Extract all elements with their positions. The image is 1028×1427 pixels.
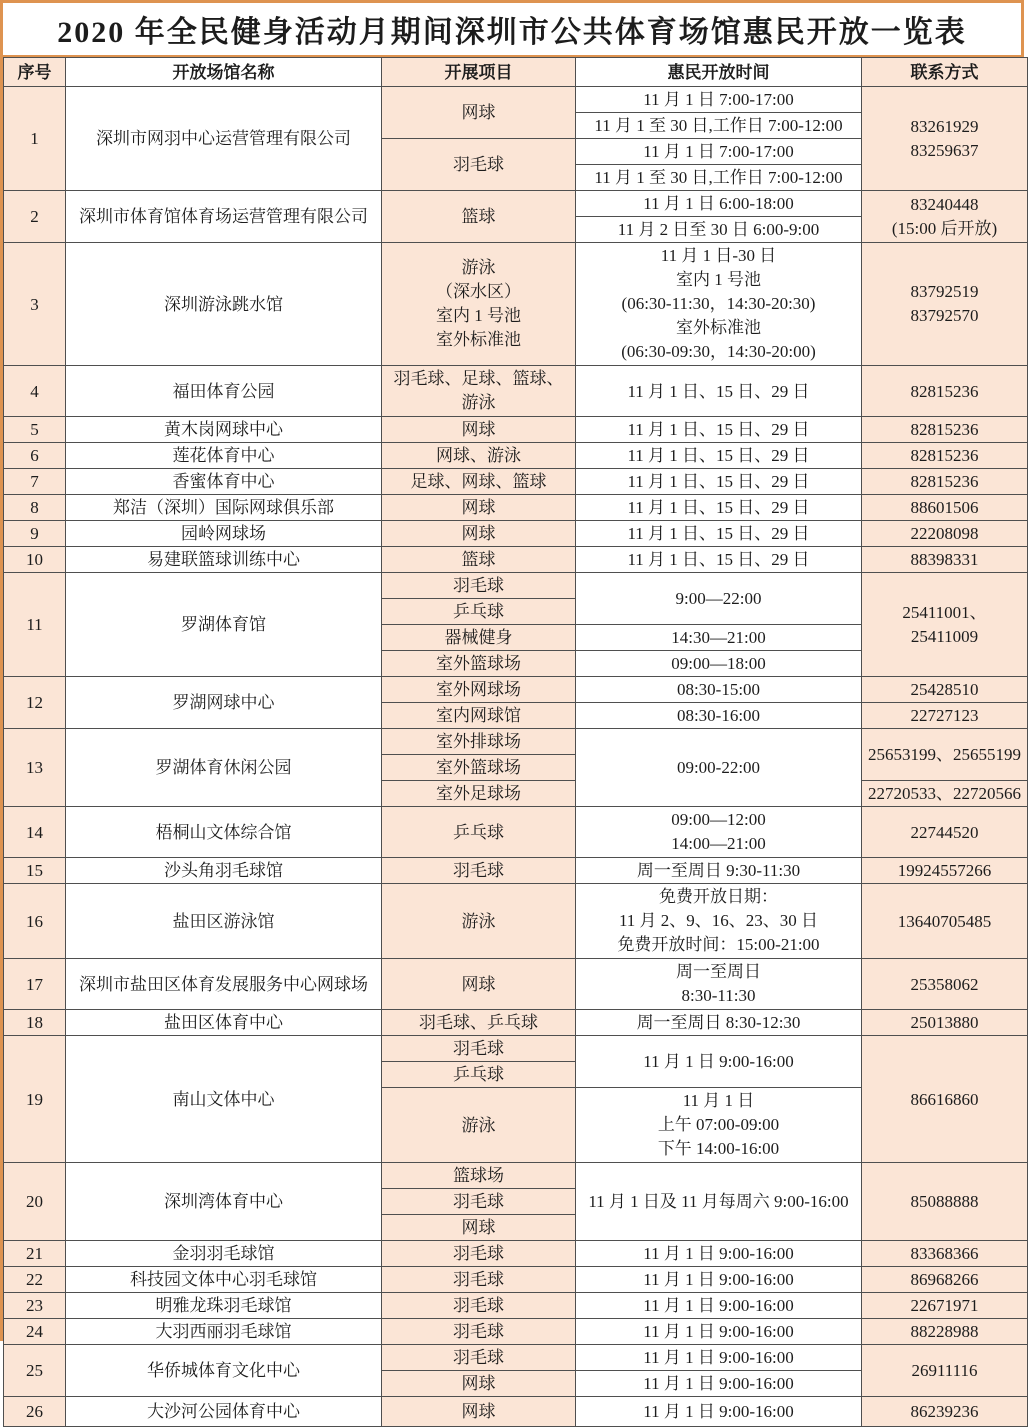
header-index: 序号 (4, 58, 66, 87)
contact-cell: 86968266 (862, 1267, 1028, 1293)
time-cell: 14:30—21:00 (576, 625, 862, 651)
cell-line: 周一至周日 (676, 962, 761, 981)
project-cell (382, 366, 576, 417)
venue-name-cell: 华侨城体育文化中心 (66, 1345, 382, 1397)
project-cell: 羽毛球 (382, 573, 576, 599)
time-cell: 08:30-16:00 (576, 703, 862, 729)
project-cell: 室外网球场 (382, 677, 576, 703)
row-index-cell: 14 (4, 807, 66, 858)
cell-line: 游泳 (461, 258, 496, 277)
venue-name-cell: 罗湖体育馆 (66, 573, 382, 677)
time-cell: 9:00—22:00 (576, 573, 862, 625)
row-index-cell: 25 (4, 1345, 66, 1397)
contact-cell: 88601506 (862, 495, 1028, 521)
contact-cell: 83368366 (862, 1241, 1028, 1267)
venue-name-cell: 罗湖体育休闲公园 (66, 729, 382, 807)
venue-name-cell: 科技园文体中心羽毛球馆 (66, 1267, 382, 1293)
contact-cell: 82815236 (862, 443, 1028, 469)
row-index-cell: 7 (4, 469, 66, 495)
row-index-cell: 1 (4, 87, 66, 191)
time-cell (576, 1088, 862, 1163)
row-index-cell: 21 (4, 1241, 66, 1267)
venue-name-cell: 深圳湾体育中心 (66, 1163, 382, 1241)
contact-cell: 22744520 (862, 807, 1028, 858)
table-row (4, 884, 1028, 959)
time-cell: 周一至周日 8:30-12:30 (576, 1010, 862, 1036)
table-row (4, 243, 1028, 366)
header-open-time: 惠民开放时间 (576, 58, 862, 87)
table-row (4, 1163, 1028, 1189)
contact-cell (862, 87, 1028, 191)
time-cell: 11 月 1 日 9:00-16:00 (576, 1319, 862, 1345)
time-cell: 周一至周日 9:30-11:30 (576, 858, 862, 884)
time-cell: 11 月 1 日、15 日、29 日 (576, 443, 862, 469)
cell-line: 83792519 (910, 282, 979, 301)
table-row (4, 1319, 1028, 1345)
time-cell: 08:30-15:00 (576, 677, 862, 703)
row-index-cell: 8 (4, 495, 66, 521)
project-cell: 网球 (382, 1215, 576, 1241)
time-cell (576, 807, 862, 858)
project-cell: 室内网球馆 (382, 703, 576, 729)
time-cell: 09:00—18:00 (576, 651, 862, 677)
venue-name-cell: 园岭网球场 (66, 521, 382, 547)
table-row (4, 677, 1028, 703)
venue-name-cell: 深圳游泳跳水馆 (66, 243, 382, 366)
cell-line: 11 月 1 日-30 日 (660, 246, 777, 265)
table-body (4, 87, 1028, 1427)
contact-cell: 88398331 (862, 547, 1028, 573)
venue-name-cell: 盐田区体育中心 (66, 1010, 382, 1036)
project-cell: 篮球 (382, 547, 576, 573)
table-row (4, 573, 1028, 599)
row-index-cell: 3 (4, 243, 66, 366)
page-title: 2020 年全民健身活动月期间深圳市公共体育场馆惠民开放一览表 (3, 3, 1021, 57)
contact-cell: 82815236 (862, 417, 1028, 443)
table-row (4, 1397, 1028, 1427)
contact-cell: 26911116 (862, 1345, 1028, 1397)
cell-line: 25411009 (910, 626, 979, 646)
time-cell: 11 月 1 日、15 日、29 日 (576, 417, 862, 443)
cell-line: 83259637 (910, 140, 979, 160)
venue-name-cell: 香蜜体育中心 (66, 469, 382, 495)
contact-cell: 25358062 (862, 959, 1028, 1010)
project-cell: 网球 (382, 417, 576, 443)
time-cell: 11 月 1 日 9:00-16:00 (576, 1241, 862, 1267)
cell-line: 25411001、 (902, 602, 987, 622)
time-cell: 11 月 1 日 9:00-16:00 (576, 1371, 862, 1397)
venue-name-cell: 易建联篮球训练中心 (66, 547, 382, 573)
table-row (4, 495, 1028, 521)
project-cell: 羽毛球 (382, 1189, 576, 1215)
contact-cell: 82815236 (862, 469, 1028, 495)
time-cell: 11 月 1 日、15 日、29 日 (576, 547, 862, 573)
row-index-cell: 13 (4, 729, 66, 807)
project-cell: 室外排球场 (382, 729, 576, 755)
cell-line: 室外标准池 (676, 318, 761, 337)
contact-cell: 86616860 (862, 1036, 1028, 1163)
row-index-cell: 6 (4, 443, 66, 469)
row-index-cell: 15 (4, 858, 66, 884)
contact-cell: 86239236 (862, 1397, 1028, 1427)
row-index-cell: 2 (4, 191, 66, 243)
cell-line: (06:30-09:30，14:30-20:00) (621, 342, 816, 361)
cell-line: 下午 14:00-16:00 (657, 1139, 780, 1158)
project-cell: 羽毛球、乒乓球 (382, 1010, 576, 1036)
project-cell: 游泳 (382, 1088, 576, 1163)
table-row (4, 1345, 1028, 1371)
time-cell: 11 月 1 至 30 日,工作日 7:00-12:00 (576, 113, 862, 139)
project-cell: 羽毛球 (382, 1267, 576, 1293)
cell-line: 免费开放日期： (659, 887, 778, 906)
project-cell: 羽毛球 (382, 1345, 576, 1371)
contact-cell: 85088888 (862, 1163, 1028, 1241)
cell-line: 14:00—21:00 (671, 834, 766, 853)
table-row (4, 1293, 1028, 1319)
time-cell: 11 月 2 日至 30 日 6:00-9:00 (576, 217, 862, 243)
table-row (4, 1241, 1028, 1267)
venue-name-cell: 福田体育公园 (66, 366, 382, 417)
cell-line: 11 月 1 日 (682, 1091, 755, 1110)
table-row (4, 1267, 1028, 1293)
contact-cell: 22208098 (862, 521, 1028, 547)
project-cell: 乒乓球 (382, 807, 576, 858)
contact-cell: 25013880 (862, 1010, 1028, 1036)
cell-line: 83240448 (910, 194, 979, 214)
contact-cell (862, 191, 1028, 243)
cell-line: 室外标准池 (436, 330, 521, 349)
table-row (4, 959, 1028, 1010)
project-cell: 乒乓球 (382, 599, 576, 625)
venue-name-cell: 深圳市体育馆体育场运营管理有限公司 (66, 191, 382, 243)
cell-line: 羽毛球、足球、篮球、 (393, 369, 564, 388)
row-index-cell: 22 (4, 1267, 66, 1293)
time-cell: 09:00-22:00 (576, 729, 862, 807)
time-cell: 11 月 1 日、15 日、29 日 (576, 495, 862, 521)
time-cell: 11 月 1 日 9:00-16:00 (576, 1267, 862, 1293)
cell-line: （深水区） (436, 282, 521, 301)
table-row (4, 443, 1028, 469)
time-cell (576, 959, 862, 1010)
contact-cell (862, 243, 1028, 366)
project-cell: 器械健身 (382, 625, 576, 651)
time-cell: 11 月 1 日、15 日、29 日 (576, 469, 862, 495)
table-row (4, 521, 1028, 547)
venue-name-cell: 深圳市网羽中心运营管理有限公司 (66, 87, 382, 191)
table-row (4, 1036, 1028, 1062)
contact-cell: 88228988 (862, 1319, 1028, 1345)
venue-name-cell: 沙头角羽毛球馆 (66, 858, 382, 884)
venue-name-cell: 深圳市盐田区体育发展服务中心网球场 (66, 959, 382, 1010)
table-row (4, 858, 1028, 884)
row-index-cell: 23 (4, 1293, 66, 1319)
project-cell: 篮球场 (382, 1163, 576, 1189)
cell-line: 11 月 2、9、16、23、30 日 (618, 911, 819, 930)
cell-line: 室内 1 号池 (436, 306, 521, 325)
project-cell: 足球、网球、篮球 (382, 469, 576, 495)
header-project: 开展项目 (382, 58, 576, 87)
table-header (4, 58, 1028, 87)
header-row (4, 58, 1028, 87)
row-index-cell: 11 (4, 573, 66, 677)
table-row (4, 1010, 1028, 1036)
time-cell: 11 月 1 日及 11 月每周六 9:00-16:00 (576, 1163, 862, 1241)
contact-cell: 25428510 (862, 677, 1028, 703)
row-index-cell: 16 (4, 884, 66, 959)
contact-cell: 22671971 (862, 1293, 1028, 1319)
contact-cell: 82815236 (862, 366, 1028, 417)
project-cell: 室外足球场 (382, 781, 576, 807)
time-cell (576, 884, 862, 959)
project-cell: 羽毛球 (382, 1319, 576, 1345)
cell-line: 83261929 (910, 116, 979, 136)
row-index-cell: 26 (4, 1397, 66, 1427)
row-index-cell: 19 (4, 1036, 66, 1163)
venue-name-cell: 大羽西丽羽毛球馆 (66, 1319, 382, 1345)
time-cell: 11 月 1 日、15 日、29 日 (576, 366, 862, 417)
row-index-cell: 20 (4, 1163, 66, 1241)
project-cell: 网球 (382, 959, 576, 1010)
project-cell: 室外篮球场 (382, 755, 576, 781)
project-cell: 羽毛球 (382, 858, 576, 884)
project-cell: 羽毛球 (382, 139, 576, 191)
project-cell: 网球 (382, 1397, 576, 1427)
project-cell: 篮球 (382, 191, 576, 243)
time-cell: 11 月 1 日 9:00-16:00 (576, 1345, 862, 1371)
venues-table (3, 57, 1028, 1427)
project-cell: 网球 (382, 521, 576, 547)
time-cell: 11 月 1 日、15 日、29 日 (576, 521, 862, 547)
project-cell: 羽毛球 (382, 1293, 576, 1319)
row-index-cell: 9 (4, 521, 66, 547)
contact-cell: 22720533、22720566 (862, 781, 1028, 807)
contact-cell: 13640705485 (862, 884, 1028, 959)
time-cell: 11 月 1 日 9:00-16:00 (576, 1293, 862, 1319)
project-cell: 室外篮球场 (382, 651, 576, 677)
header-contact: 联系方式 (862, 58, 1028, 87)
cell-line: 上午 07:00-09:00 (657, 1115, 780, 1134)
table-row (4, 547, 1028, 573)
cell-line: 8:30-11:30 (681, 986, 756, 1005)
table-row (4, 807, 1028, 858)
header-venue-name: 开放场馆名称 (66, 58, 382, 87)
time-cell: 11 月 1 日 7:00-17:00 (576, 87, 862, 113)
time-cell: 11 月 1 日 7:00-17:00 (576, 139, 862, 165)
table-row (4, 417, 1028, 443)
venue-name-cell: 黄木岗网球中心 (66, 417, 382, 443)
cell-line: 免费开放时间：15:00-21:00 (617, 935, 820, 954)
venue-name-cell: 明雅龙珠羽毛球馆 (66, 1293, 382, 1319)
contact-cell (862, 573, 1028, 677)
table-row (4, 366, 1028, 417)
project-cell: 网球 (382, 1371, 576, 1397)
row-index-cell: 5 (4, 417, 66, 443)
row-index-cell: 18 (4, 1010, 66, 1036)
time-cell (576, 243, 862, 366)
row-index-cell: 12 (4, 677, 66, 729)
time-cell: 11 月 1 日 9:00-16:00 (576, 1036, 862, 1088)
cell-line: 游泳 (461, 393, 496, 412)
row-index-cell: 10 (4, 547, 66, 573)
row-index-cell: 17 (4, 959, 66, 1010)
cell-line: 09:00—12:00 (671, 810, 766, 829)
venue-name-cell: 盐田区游泳馆 (66, 884, 382, 959)
cell-line: 室内 1 号池 (676, 270, 761, 289)
time-cell: 11 月 1 日 6:00-18:00 (576, 191, 862, 217)
project-cell (382, 243, 576, 366)
time-cell: 11 月 1 日 9:00-16:00 (576, 1397, 862, 1427)
row-index-cell: 24 (4, 1319, 66, 1345)
project-cell: 游泳 (382, 884, 576, 959)
row-index-cell: 4 (4, 366, 66, 417)
venue-name-cell: 莲花体育中心 (66, 443, 382, 469)
table-row (4, 469, 1028, 495)
project-cell: 乒乓球 (382, 1062, 576, 1088)
time-cell: 11 月 1 至 30 日,工作日 7:00-12:00 (576, 165, 862, 191)
project-cell: 网球、游泳 (382, 443, 576, 469)
project-cell: 网球 (382, 495, 576, 521)
venue-name-cell: 金羽羽毛球馆 (66, 1241, 382, 1267)
cell-line: (06:30-11:30，14:30-20:30) (621, 294, 816, 313)
contact-cell: 25653199、25655199 (862, 729, 1028, 781)
project-cell: 羽毛球 (382, 1241, 576, 1267)
venue-name-cell: 郑洁（深圳）国际网球俱乐部 (66, 495, 382, 521)
contact-cell: 22727123 (862, 703, 1028, 729)
venue-name-cell: 大沙河公园体育中心 (66, 1397, 382, 1427)
project-cell: 网球 (382, 87, 576, 139)
venue-name-cell: 罗湖网球中心 (66, 677, 382, 729)
venue-name-cell: 梧桐山文体综合馆 (66, 807, 382, 858)
table-row (4, 87, 1028, 113)
table-row (4, 729, 1028, 755)
table-row (4, 191, 1028, 217)
project-cell: 羽毛球 (382, 1036, 576, 1062)
venue-name-cell: 南山文体中心 (66, 1036, 382, 1163)
cell-line: (15:00 后开放) (891, 218, 998, 238)
cell-line: 83792570 (910, 306, 979, 325)
contact-cell: 19924557266 (862, 858, 1028, 884)
